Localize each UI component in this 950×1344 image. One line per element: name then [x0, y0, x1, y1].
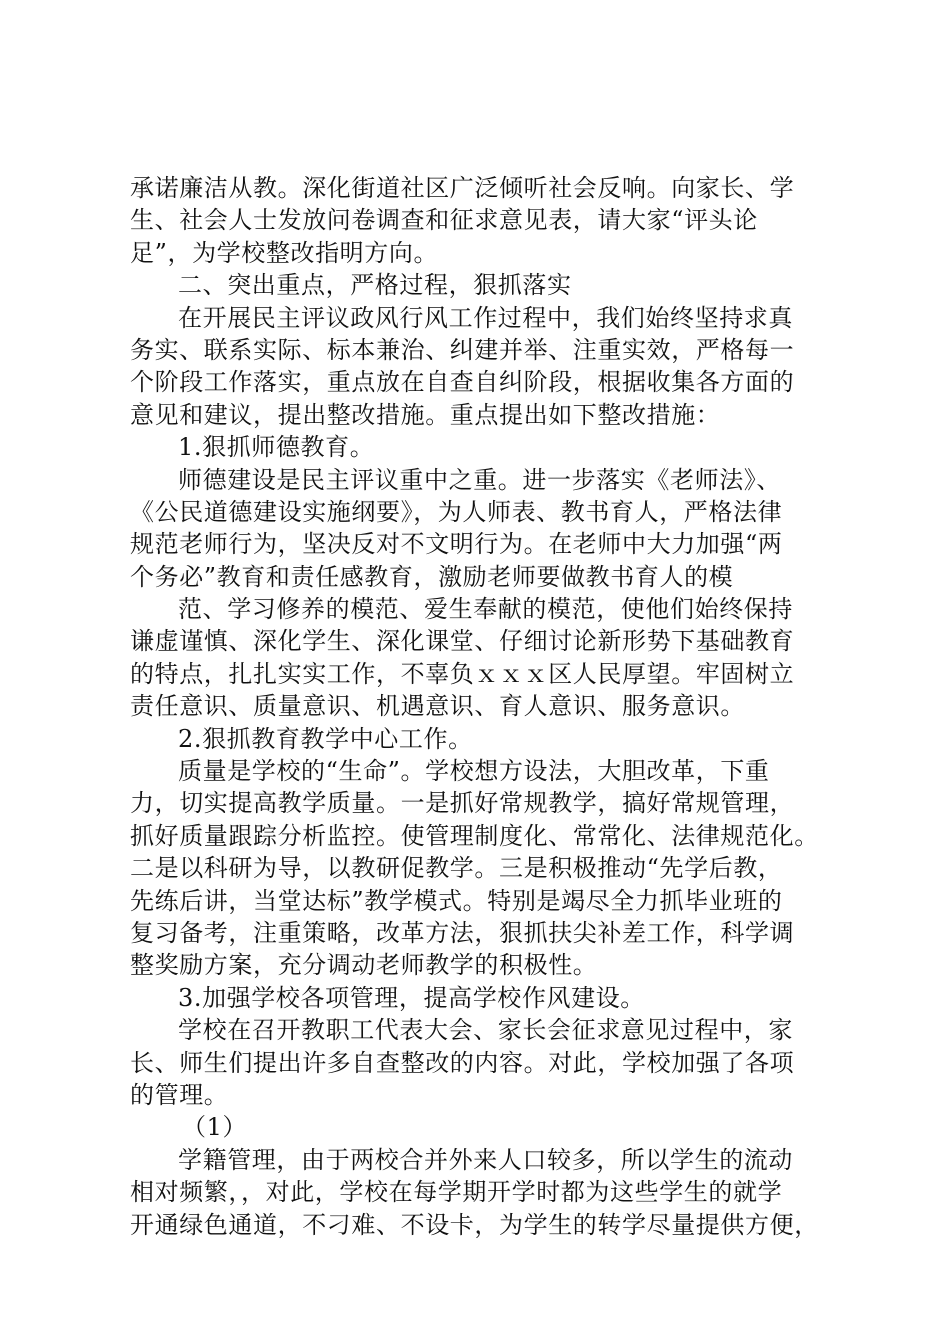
subsection-heading: 1.狠抓师德教育。: [178, 433, 375, 462]
text-line: 整奖励方案，充分调动老师教学的积极性。: [130, 951, 598, 980]
text-line: 学籍管理，由于两校合并外来人口较多，所以学生的流动: [178, 1145, 793, 1174]
text-line: 谦虚谨慎、深化学生、深化课堂、仔细讨论新形势下基础教育: [130, 627, 795, 656]
text-line: 生、社会人士发放问卷调查和征求意见表，请大家“评头论: [130, 206, 758, 235]
text-line: 师德建设是民主评议重中之重。进一步落实《老师法》、: [178, 465, 781, 494]
section-heading: 二、突出重点，严格过程，狠抓落实: [178, 271, 572, 300]
text-line: 力，切实提高教学质量。一是抓好常规教学，搞好常规管理，: [130, 789, 795, 818]
text-line: 的管理。: [130, 1080, 229, 1109]
item-number: （1）: [182, 1113, 248, 1142]
text-line: 规范老师行为，坚决反对不文明行为。在老师中大力加强“两: [130, 530, 783, 559]
text-line: 复习备考，注重策略，改革方法，狠抓扶尖补差工作，科学调: [130, 918, 795, 947]
text-line: 个阶段工作落实，重点放在自查自纠阶段，根据收集各方面的: [130, 368, 795, 397]
text-line: 足”，为学校整改指明方向。: [130, 238, 439, 267]
text-line: 长、师生们提出许多自查整改的内容。对此，学校加强了各项: [130, 1048, 795, 1077]
text-line: 抓好质量跟踪分析监控。使管理制度化、常常化、法律规范化。: [130, 821, 819, 850]
text-line: 质量是学校的“生命”。学校想方设法，大胆改革，下重: [178, 757, 770, 786]
text-line: 范、学习修养的模范、爱生奉献的模范，使他们始终保持: [178, 595, 793, 624]
text-line: 意见和建议，提出整改措施。重点提出如下整改措施：: [130, 400, 721, 429]
text-line: 责任意识、质量意识、机遇意识、育人意识、服务意识。: [130, 692, 745, 721]
subsection-heading: 3.加强学校各项管理，提高学校作风建设。: [178, 983, 645, 1012]
subsection-heading: 2.狠抓教育教学中心工作。: [178, 724, 473, 753]
text-line: 相对频繁，，对此，学校在每学期开学时都为这些学生的就学: [130, 1178, 783, 1207]
document-body: [130, 172, 840, 1241]
text-line: 个务必”教育和责任感教育，激励老师要做教书育人的模: [130, 562, 734, 591]
text-line: 在开展民主评议政风行风工作过程中，我们始终坚持求真: [178, 303, 793, 332]
text-line: 学校在召开教职工代表大会、家长会征求意见过程中，家: [178, 1016, 793, 1045]
text-line: 《公民道德建设实施纲要》，为人师表、教书育人，严格法律: [130, 497, 783, 526]
text-line: 承诺廉洁从教。深化街道社区广泛倾听社会反响。向家长、学: [130, 174, 795, 202]
text-line: 务实、联系实际、标本兼治、纠建并举、注重实效，严格每一: [130, 335, 795, 364]
text-line: 开通绿色通道，不刁难、不设卡，为学生的转学尽量提供方便，: [130, 1210, 819, 1239]
text-line: 二是以科研为导，以教研促教学。三是积极推动“先学后教，: [130, 854, 783, 883]
text-line: 先练后讲，当堂达标”教学模式。特别是竭尽全力抓毕业班的: [130, 886, 783, 915]
text-line: 的特点，扎扎实实工作，不辜负ｘｘｘ区人民厚望。牢固树立: [130, 659, 795, 688]
